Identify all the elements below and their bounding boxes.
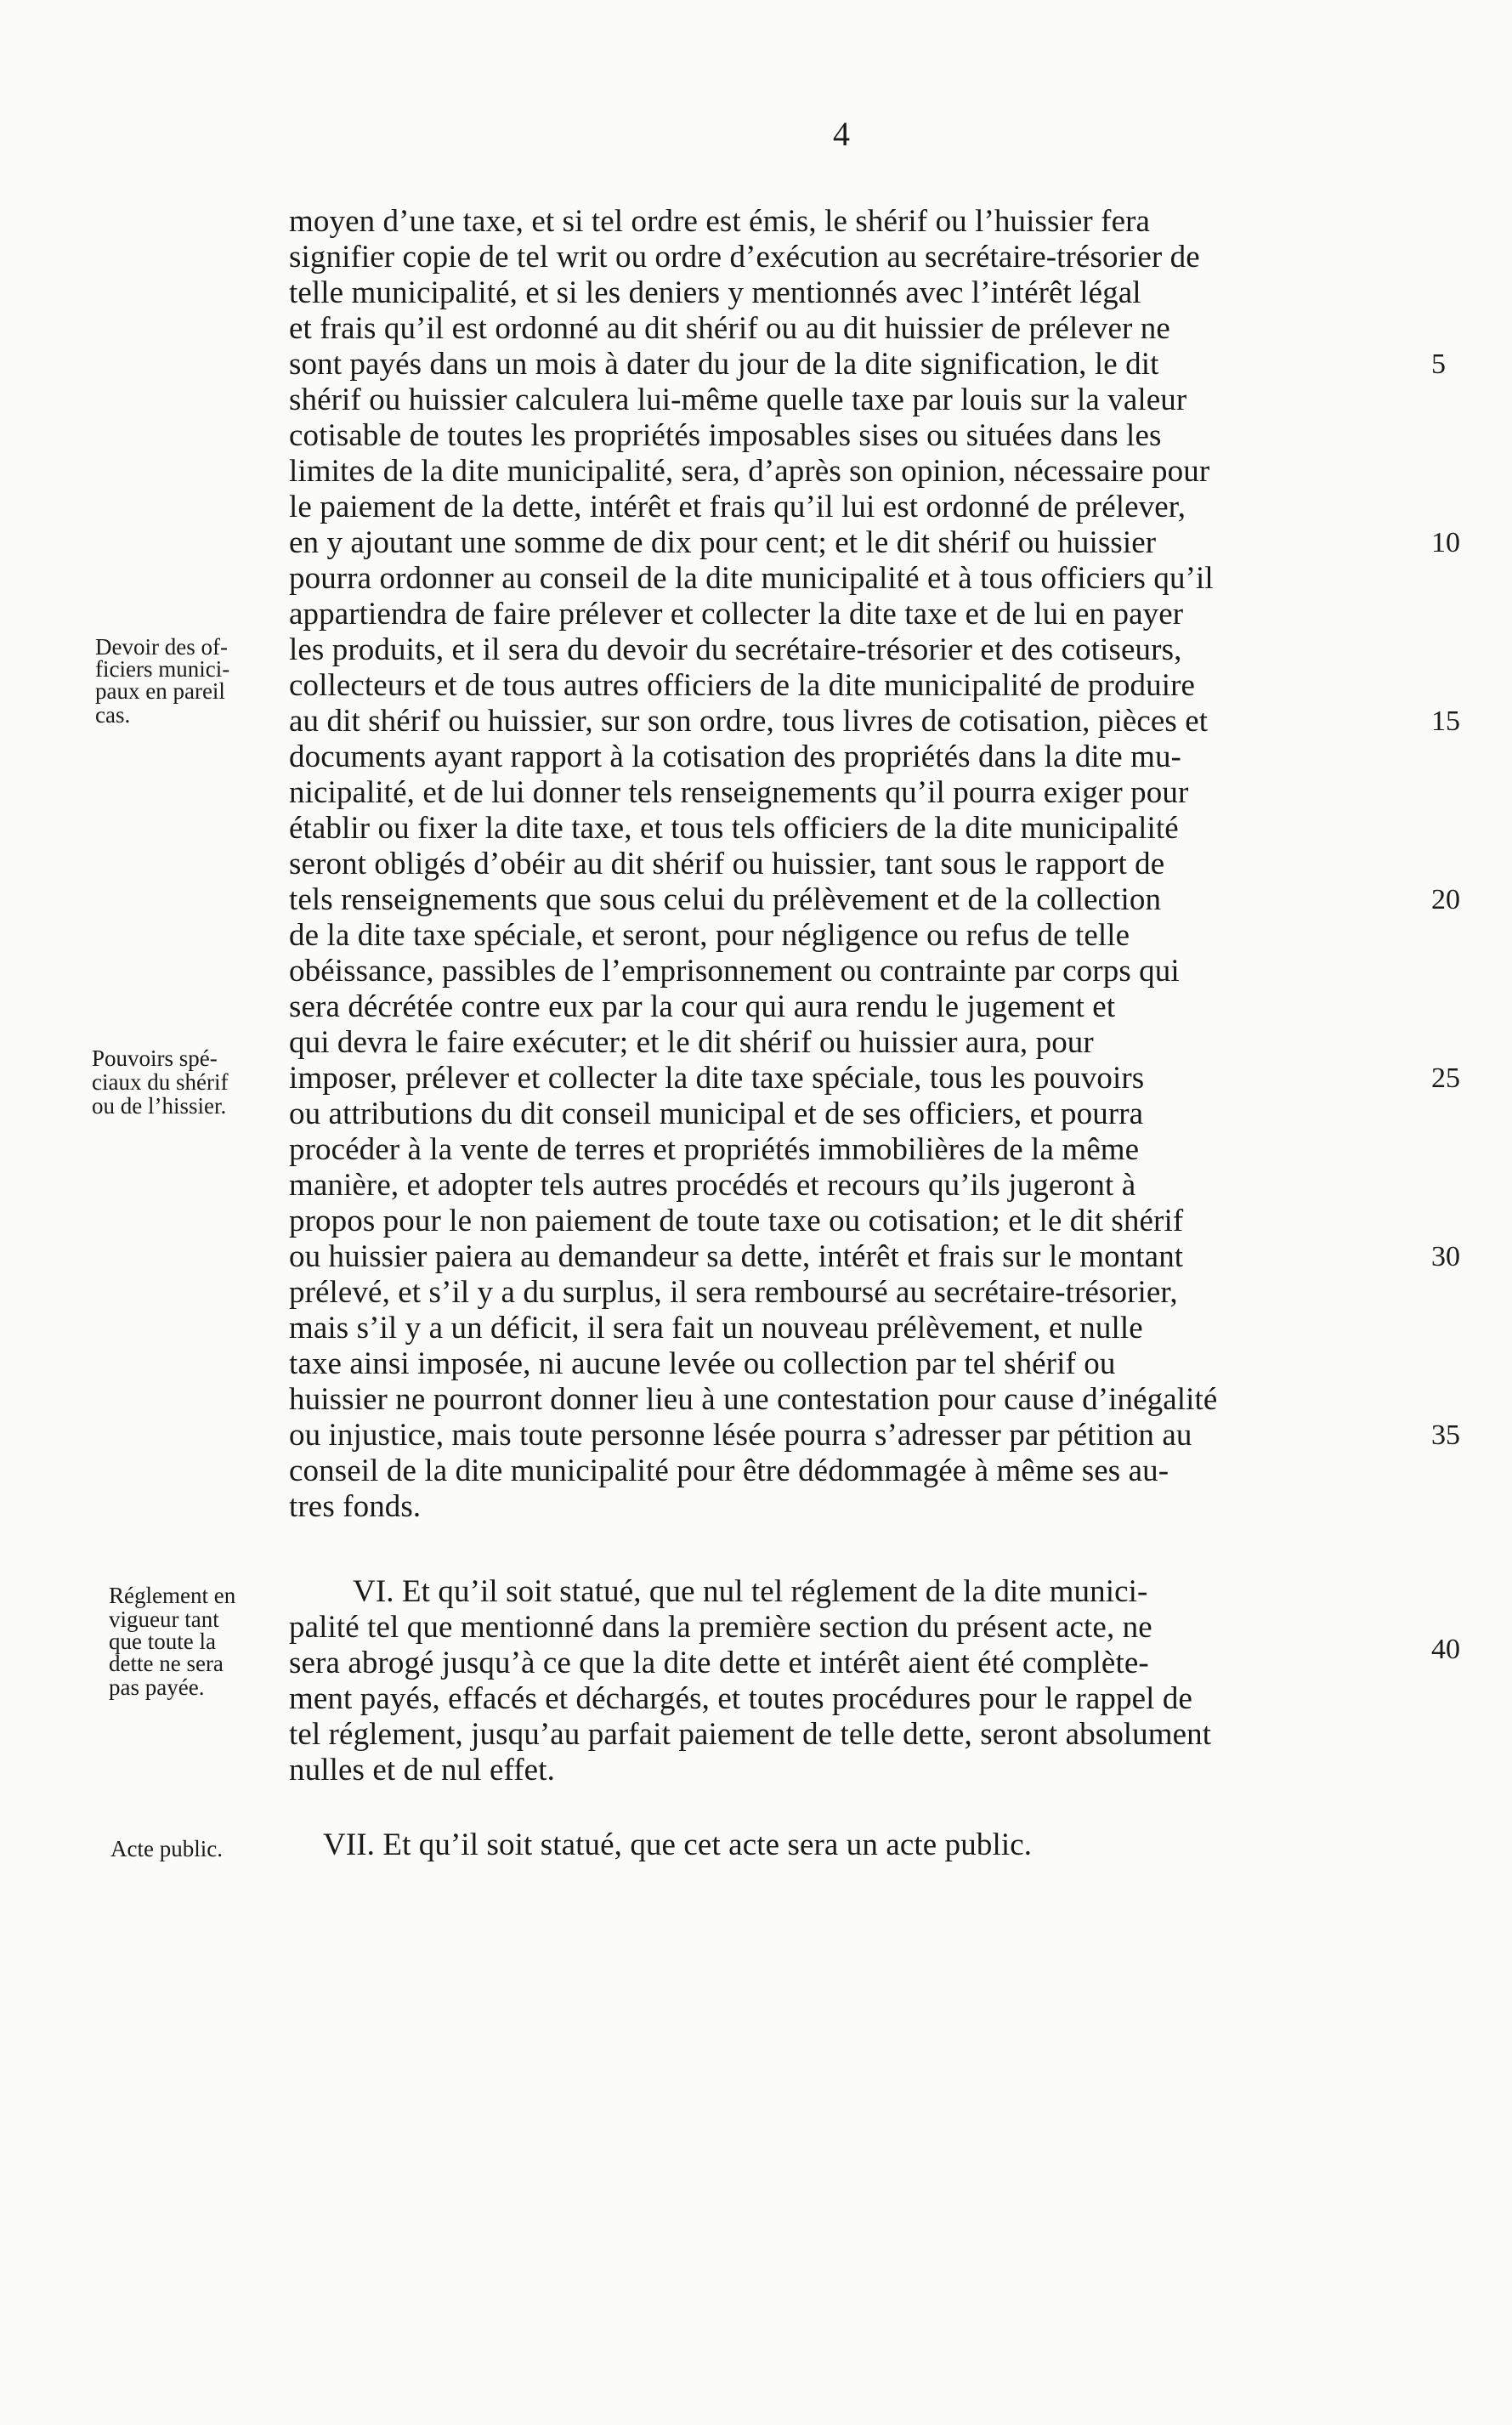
text-line: établir ou fixer la dite taxe, et tous tels officiers de la dite municipalité bbox=[289, 811, 1179, 846]
text-line: propos pour le non paiement de toute taxe ou cotisation; et le dit shérif bbox=[289, 1204, 1184, 1238]
text-line: les produits, et il sera du devoir du secrétaire-trésorier et des cotiseurs, bbox=[289, 632, 1182, 667]
margin-note-line: Pouvoirs spé- bbox=[92, 1045, 218, 1071]
margin-note-line: ficiers munici- bbox=[95, 656, 230, 682]
margin-note-line: cas. bbox=[95, 702, 131, 728]
text-line: qui devra le faire exécuter; et le dit shérif ou huissier aura, pour bbox=[289, 1025, 1094, 1060]
text-line: et frais qu’il est ordonné au dit shérif ou au dit huissier de prélever ne bbox=[289, 311, 1170, 346]
margin-note-line: Réglement en bbox=[109, 1583, 236, 1608]
margin-note-line: ciaux du shérif bbox=[92, 1069, 229, 1095]
text-line: nicipalité, et de lui donner tels renseignements qu’il pourra exiger pour bbox=[289, 775, 1189, 810]
margin-note-line: pas payée. bbox=[109, 1674, 205, 1700]
margin-note-line: ou de l’hissier. bbox=[92, 1093, 227, 1119]
text-line: cotisable de toutes les propriétés imposables sises ou situées dans les bbox=[289, 418, 1162, 453]
text-line: en y ajoutant une somme de dix pour cent; et le dit shérif ou huissier bbox=[289, 525, 1157, 560]
section-vi-line: palité tel que mentionné dans la première section du présent acte, ne bbox=[289, 1610, 1152, 1645]
section-vi-line: nulles et de nul effet. bbox=[289, 1753, 555, 1788]
margin-note-line: Devoir des of- bbox=[95, 634, 228, 660]
text-line: au dit shérif ou huissier, sur son ordre, tous livres de cotisation, pièces et bbox=[289, 704, 1209, 739]
text-line: signifier copie de tel writ ou ordre d’exécution au secrétaire-trésorier de bbox=[289, 240, 1200, 275]
text-line: huissier ne pourront donner lieu à une contestation pour cause d’inégalité bbox=[289, 1382, 1218, 1417]
text-line: conseil de la dite municipalité pour être dédommagée à même ses au- bbox=[289, 1453, 1169, 1488]
text-line: le paiement de la dette, intérêt et frais qu’il lui est ordonné de prélever, bbox=[289, 490, 1186, 524]
line-number: 25 bbox=[1431, 1062, 1460, 1094]
margin-note-line: vigueur tant bbox=[109, 1606, 219, 1632]
line-number: 40 bbox=[1431, 1634, 1460, 1665]
text-line: tels renseignements que sous celui du prélèvement et de la collection bbox=[289, 882, 1162, 917]
page-number: 4 bbox=[833, 115, 850, 153]
text-line: sont payés dans un mois à dater du jour de la dite signification, le dit bbox=[289, 347, 1159, 382]
line-number: 20 bbox=[1431, 884, 1460, 915]
text-line: mais s’il y a un déficit, il sera fait un nouveau prélèvement, et nulle bbox=[289, 1311, 1143, 1346]
section-vii: VII. Et qu’il soit statué, que cet acte sera un acte public. bbox=[323, 1827, 1033, 1862]
text-line: procéder à la vente de terres et propriétés immobilières de la même bbox=[289, 1132, 1140, 1167]
line-number: 35 bbox=[1431, 1419, 1460, 1451]
text-line: moyen d’une taxe, et si tel ordre est émis, le shérif ou l’huissier fera bbox=[289, 204, 1151, 239]
text-line: de la dite taxe spéciale, et seront, pour négligence ou refus de telle bbox=[289, 918, 1130, 953]
text-line: ou attributions du dit conseil municipal et de ses officiers, et pourra bbox=[289, 1096, 1144, 1131]
margin-note-line: que toute la bbox=[109, 1629, 216, 1654]
text-line: ou injustice, mais toute personne lésée pourra s’adresser par pétition au bbox=[289, 1418, 1192, 1453]
margin-note-line: dette ne sera bbox=[109, 1651, 224, 1676]
line-number: 5 bbox=[1431, 348, 1446, 380]
section-vi-line: sera abrogé jusqu’à ce que la dite dette et intérêt aient été complète- bbox=[289, 1646, 1149, 1680]
text-line: prélevé, et s’il y a du surplus, il sera remboursé au secrétaire-trésorier, bbox=[289, 1275, 1178, 1310]
text-line: ou huissier paiera au demandeur sa dette, intérêt et frais sur le montant bbox=[289, 1239, 1184, 1274]
text-line: telle municipalité, et si les deniers y mentionnés avec l’intérêt légal bbox=[289, 275, 1141, 310]
section-vi-line: tel réglement, jusqu’au parfait paiement de telle dette, seront absolument bbox=[289, 1717, 1212, 1752]
text-line: shérif ou huissier calculera lui-même quelle taxe par louis sur la valeur bbox=[289, 382, 1187, 417]
line-number: 10 bbox=[1431, 527, 1460, 558]
text-line: appartiendra de faire prélever et collecter la dite taxe et de lui en payer bbox=[289, 597, 1184, 632]
section-vi-line: VI. Et qu’il soit statué, que nul tel réglement de la dite munici- bbox=[353, 1574, 1148, 1609]
text-line: documents ayant rapport à la cotisation des propriétés dans la dite mu- bbox=[289, 739, 1181, 774]
text-line: collecteurs et de tous autres officiers de la dite municipalité de produire bbox=[289, 668, 1196, 703]
text-line: seront obligés d’obéir au dit shérif ou huissier, tant sous le rapport de bbox=[289, 847, 1165, 881]
margin-note-line: paux en pareil bbox=[95, 678, 225, 704]
line-number: 30 bbox=[1431, 1241, 1460, 1272]
text-line: manière, et adopter tels autres procédés et recours qu’ils jugeront à bbox=[289, 1168, 1136, 1203]
text-line: obéissance, passibles de l’emprisonnement ou contrainte par corps qui bbox=[289, 954, 1180, 989]
margin-note-line: Acte public. bbox=[110, 1836, 223, 1861]
text-line: limites de la dite municipalité, sera, d’après son opinion, nécessaire pour bbox=[289, 454, 1210, 489]
text-line: tres fonds. bbox=[289, 1489, 422, 1524]
text-line: sera décrétée contre eux par la cour qui aura rendu le jugement et bbox=[289, 989, 1116, 1024]
line-number: 15 bbox=[1431, 705, 1460, 737]
text-line: imposer, prélever et collecter la dite taxe spéciale, tous les pouvoirs bbox=[289, 1061, 1145, 1096]
text-line: taxe ainsi imposée, ni aucune levée ou collection par tel shérif ou bbox=[289, 1346, 1116, 1381]
section-vi-line: ment payés, effacés et déchargés, et toutes procédures pour le rappel de bbox=[289, 1681, 1192, 1716]
text-line: pourra ordonner au conseil de la dite municipalité et à tous officiers qu’il bbox=[289, 561, 1214, 596]
